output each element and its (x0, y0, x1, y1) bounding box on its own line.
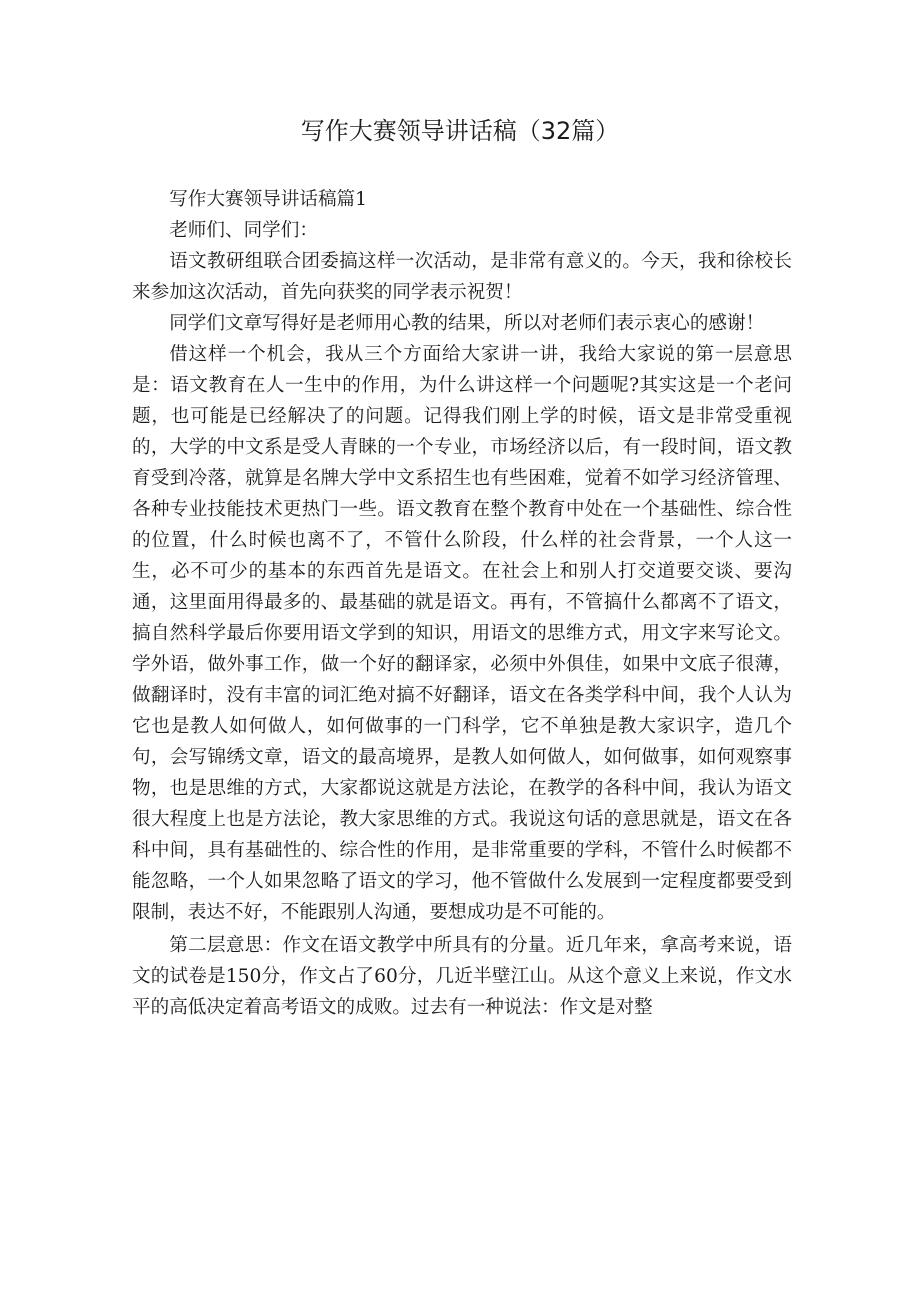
document-title: 写作大赛领导讲话稿（32篇） (300, 117, 620, 145)
document-body (132, 184, 792, 1023)
body-paragraph: 第二层意思：作文在语文教学中所具有的分量。近几年来，拿高考来说，语文的试卷是150分，作文占了60分，几近半壁江山。从这个意义上来说，作文水平的高低决定着高考语文的成败。过去有一种说法：作文是对整 (132, 935, 792, 1018)
body-paragraph: 语文教研组联合团委搞这样一次活动，是非常有意义的。今天，我和徐校长来参加这次活动，首先向获奖的同学表示祝贺！ (132, 251, 792, 303)
section-heading: 写作大赛领导讲话稿篇1 (169, 189, 367, 210)
body-paragraph: 借这样一个机会，我从三个方面给大家讲一讲，我给大家说的第一层意思是：语文教育在人一生中的作用，为什么讲这样一个问题呢?其实这是一个老问题，也可能是已经解决了的问题。记得我们刚上学的时候，语文是非常受重视的，大学的中文系是受人青睐的一个专业，市场经济以后，有一段时间，语文教育受到冷落，就算是名牌大学中文系招生也有些困难，觉着不如学习经济管理、各种专业技能技术更热门一些。语文教育在整个教育中处在一个基础性、综合性的位置，什么时候也离不了，不管什么阶段，什么样的社会背景，一个人这一生，必不可少的基本的东西首先是语文。在社会上和别人打交道要交谈、要沟通，这里面用得最多的、最基础的就是语文。再有，不管搞什么都离不了语文，搞自然科学最后你要用语文学到的知识，用语文的思维方式，用文字来写论文。学外语，做外事工作，做一个好的翻译家，必须中外俱佳，如果中文底子很薄，做翻译时，没有丰富的词汇绝对搞不好翻译，语文在各类学科中间，我个人认为它也是教人如何做人，如何做事的一门科学，它不单独是教大家识字，造几个句，会写锦绣文章，语文的最高境界，是教人如何做人，如何做事，如何观察事物，也是思维的方式，大家都说这就是方法论，在教学的各科中间，我认为语文很大程度上也是方法论，教大家思维的方式。我说这句话的意思就是，语文在各科中间，具有基础性的、综合性的作用，是非常重要的学科，不管什么时候都不能忽略，一个人如果忽略了语文的学习，他不管做什么发展到一定程度都要受到限制，表达不好，不能跟别人沟通，要想成功是不可能的。 (132, 344, 792, 923)
salutation: 老师们、同学们： (169, 220, 318, 241)
body-paragraph: 同学们文章写得好是老师用心教的结果，所以对老师们表示衷心的感谢！ (169, 313, 765, 334)
